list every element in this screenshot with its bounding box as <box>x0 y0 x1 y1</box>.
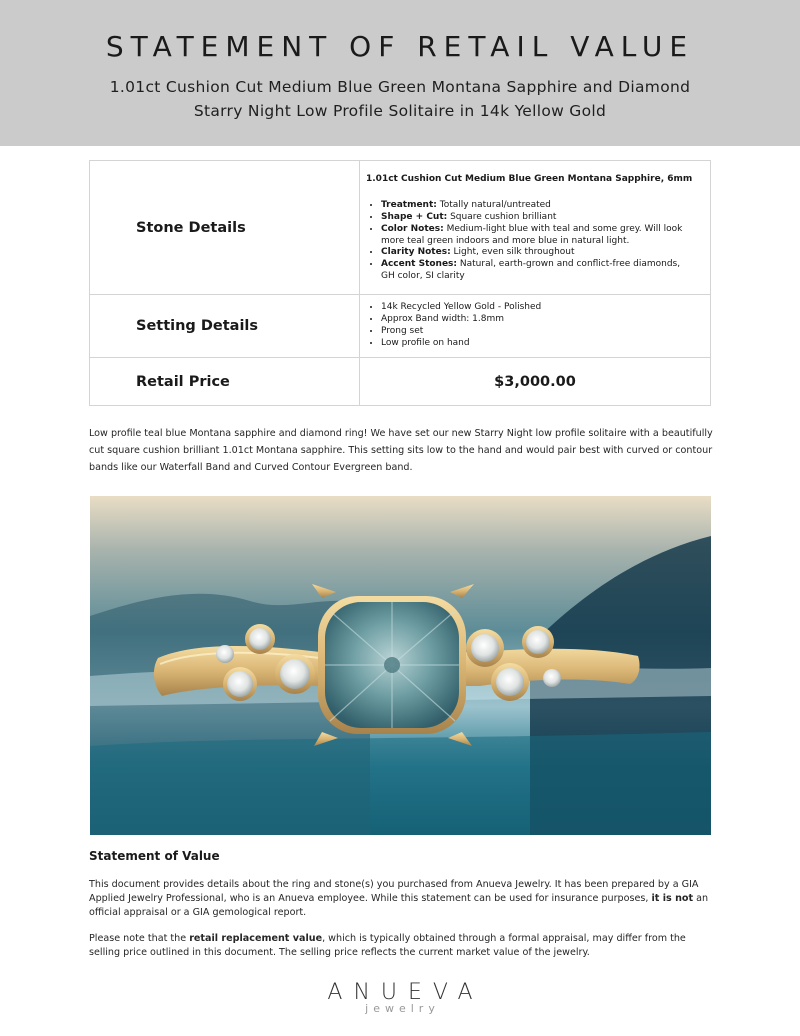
product-subtitle: 1.01ct Cushion Cut Medium Blue Green Montana Sapphire and Diamond Starry Night Low Profile Solitaire in 14k Yellow Gold <box>109 78 691 120</box>
stone-details-row <box>90 161 711 295</box>
stone-detail-item: • Color Notes: Medium-light blue with teal and some grey. Will look more teal green indoors and more blue in natural light. <box>381 224 696 248</box>
stone-details-list <box>366 200 696 283</box>
setting-detail-item: • Approx Band width: 1.8mm <box>381 314 696 326</box>
statement-paragraph-1: This document provides details about the ring and stone(s) you purchased from Anueva Jewelry. It has been prepared by a GIA Applied Jewelry Professional, who is an Anueva employee. While this statement can be used for insurance purposes, it is not an official appraisal or a GIA gemological report. <box>89 879 709 918</box>
brand-sub: jewelry <box>365 1002 440 1015</box>
setting-details-info <box>360 295 711 358</box>
retail-price-row <box>90 358 711 406</box>
setting-detail-item: • 14k Recycled Yellow Gold - Polished <box>381 302 696 314</box>
page-title: STATEMENT OF RETAIL VALUE <box>105 30 695 63</box>
page-header <box>0 0 800 146</box>
brand-name: ANUEVA <box>327 980 484 1005</box>
stone-detail-item: • Accent Stones: Natural, earth-grown and conflict-free diamonds, GH color, SI clarity <box>381 259 696 283</box>
setting-detail-item: • Low profile on hand <box>381 338 696 350</box>
stone-detail-item: • Shape + Cut: Square cushion brilliant <box>381 212 696 224</box>
ring-photo <box>90 496 711 835</box>
retail-price-label: Retail Price <box>90 358 360 406</box>
setting-details-row <box>90 295 711 358</box>
setting-details-list <box>366 302 696 349</box>
statement-paragraph-2: Please note that the retail replacement value, which is typically obtained through a formal appraisal, may differ from the selling price outlined in this document. The selling price reflects the current market value of the jewelry. <box>89 933 686 958</box>
center-sapphire <box>312 584 474 746</box>
setting-detail-item: • Prong set <box>381 326 696 338</box>
stone-detail-item: • Treatment: Totally natural/untreated <box>381 200 696 212</box>
stone-details-info <box>360 161 711 295</box>
stone-details-label: Stone Details <box>90 161 360 295</box>
stone-detail-item: • Clarity Notes: Light, even silk throughout <box>381 247 696 259</box>
setting-details-label: Setting Details <box>90 295 360 358</box>
brand-logo <box>300 980 500 1015</box>
statement-of-value-title: Statement of Value <box>89 849 220 863</box>
retail-price-value: $3,000.00 <box>360 358 711 406</box>
stone-title: 1.01ct Cushion Cut Medium Blue Green Montana Sapphire, 6mm <box>366 174 693 185</box>
product-description: Low profile teal blue Montana sapphire and diamond ring! We have set our new Starry Night low profile solitaire with a beautifully cut square cushion brilliant 1.01ct Montana sapphire. This setting sits low to the hand and would pair best with curved or contour bands like our Waterfall Band and Curved Contour Evergreen band. <box>89 428 713 473</box>
details-table <box>89 160 711 406</box>
